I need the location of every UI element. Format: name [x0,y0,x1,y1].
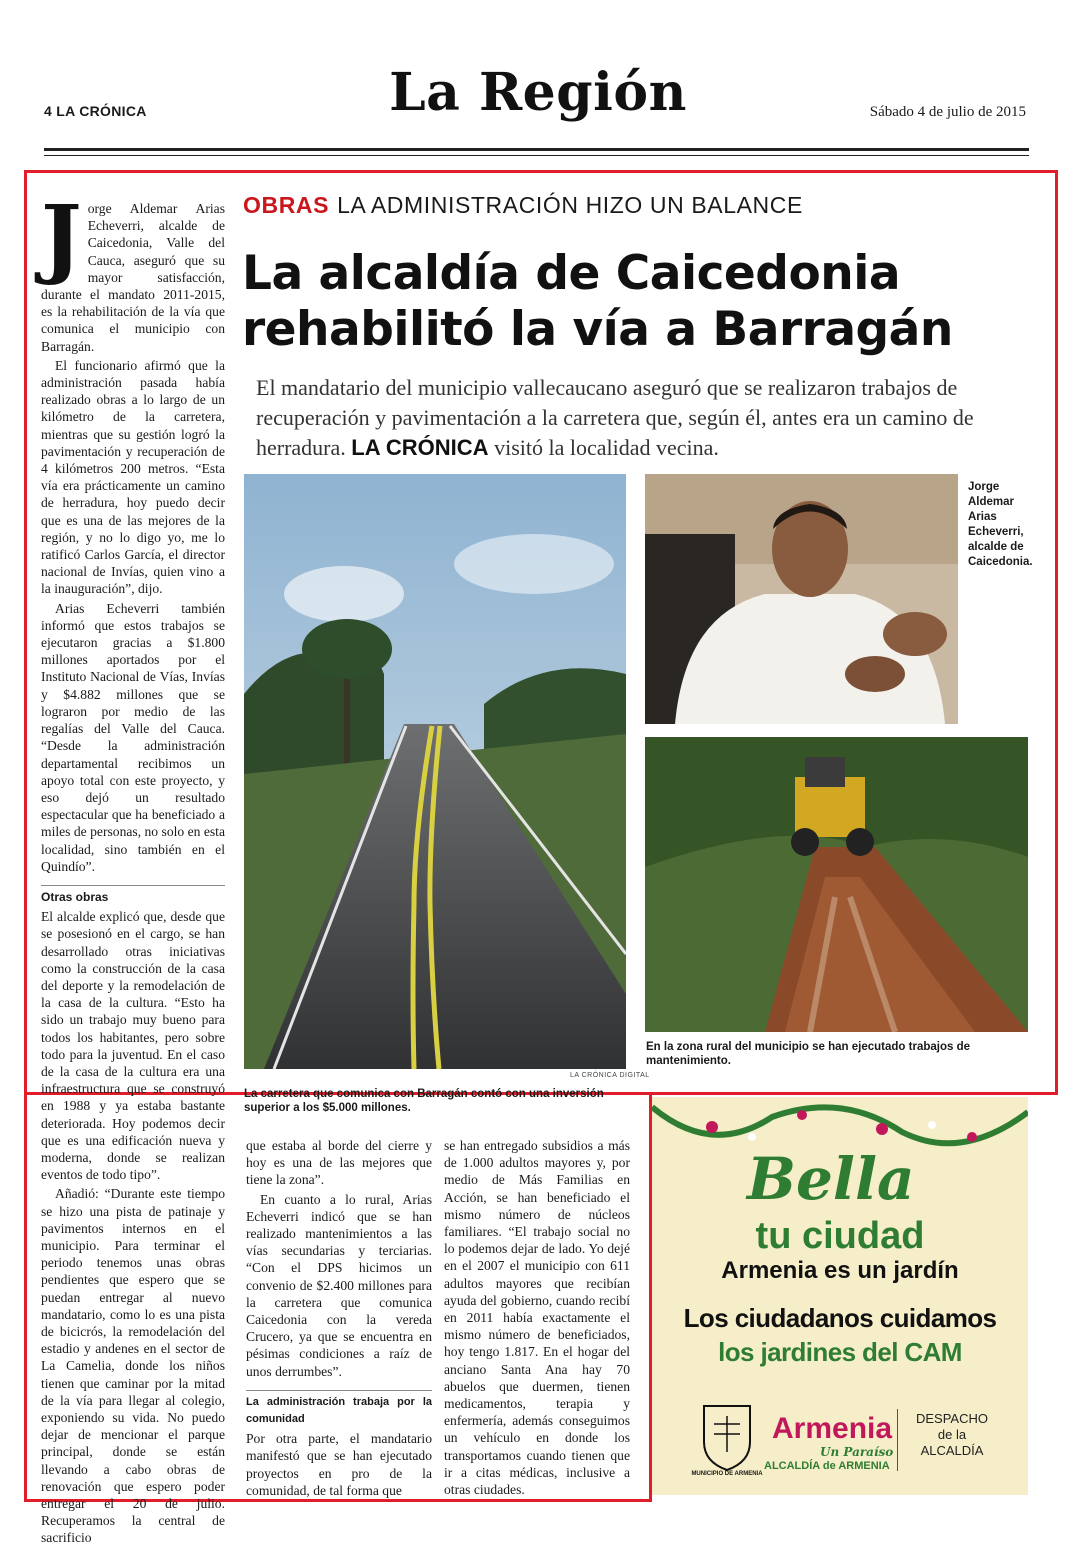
despacho-line-1: DESPACHO [916,1411,988,1426]
paragraph: Arias Echeverri también informó que estos trabajos se ejecutaron gracias a $1.800 millones aportados por el Instituto Nacional de Vías, Invías y $4.882 millones que se lograron por medio de las regalías del Valle del Cauca. “Desde la administración departamental recibimos un apoyo total con este proyecto, y eso dejó un resultado espectacular que ha beneficiado a miles de personas, no solo en esta localidad, sino también en el Quindío”. [41,600,225,874]
ad-script-bella: Bella [747,1145,915,1213]
deck: El mandatario del municipio vallecaucano aseguró que se realizaron trabajos de recuperación y pavimentación a la carretera que, según él, antes era un camino de herradura. LA CRÓNICA visitó la localidad vecina. [256,375,974,460]
ad-subtitle: Armenia es un jardín [721,1257,959,1284]
paragraph: Añadió: “Durante este tiempo se hizo una pista de patinaje y pavimentos internos en el municipio. Para terminar el periodo tenemos unas obras pendientes que espero que se puedan entregar al nuevo mandatario, como lo es una pista de bicicrós, la remodelación del estadio y andenes en el sector de La Camelia, donde los niños tienen que caminar por la mitad de la vía para llegar al colegio, exponiendo su vida. No puedo dejar de mencionar el parque principal, donde se están llevando a cabo obras de renovación que espero poder entregar el 20 de julio. Recuperamos la central de sacrificio [41,1186,225,1546]
seal-icon [696,1402,758,1474]
paragraph: En cuanto a lo rural, Arias Echeverri indicó que se han realizado mantenimientos a las vías secundarias y terciarias. “Con el DPS hicimos un convenio de $2.400 millones para la carretera que comunica Caicedonia con la vereda Crucero, ya que se encuentra en pésimas condiciones a raíz de unos derrumbes”. [246,1191,432,1379]
kicker-text: LA ADMINISTRACIÓN HIZO UN BALANCE [337,192,803,218]
drop-cap: J [41,187,82,288]
paragraph: Por otra parte, el mandatario manifestó que se han ejecutado proyectos en pro de la comunidad, de tal forma que [246,1431,432,1498]
ad-divider [897,1409,898,1471]
alcaldia-label: ALCALDÍA de ARMENIA [764,1460,890,1472]
headline-line-1: La alcaldía de Caicedonia [242,246,901,301]
kicker-tag: OBRAS [243,192,330,218]
advertisement[interactable] [652,1097,1028,1495]
section-title: La Región [389,62,687,123]
masthead-rule-top [44,148,1029,151]
page-number: 4 [44,103,53,119]
kicker [243,192,803,219]
paragraph: Jorge Aldemar Arias Echeverri, alcalde de Caicedonia, Valle del Cauca, aseguró que su mayor satisfacción, durante el mandato 2011-2015, es la rehabilitación de la vía que comunica el municipio con Barragán. [41,187,225,354]
rural-photo-caption: En la zona rural del municipio se han ejecutado trabajos de mantenimiento. [646,1041,970,1067]
subhead-otras-obras: Otras obras [41,885,225,906]
despacho-block [902,1411,1002,1459]
road-photo-caption: La carretera que comunica con Barragán contó con una inversión superior a los $5.000 millones. [244,1088,604,1114]
seal-text: MUNICIPIO DE ARMENIA [691,1471,763,1477]
ad-script-main: tu ciudad [755,1215,925,1257]
article-column-1 [41,187,225,1549]
deck-paper-name: LA CRÓNICA [351,435,489,460]
armenia-brand: Armenia [772,1412,893,1445]
municipal-seal [696,1402,758,1474]
despacho-line-2: de la [937,1427,967,1442]
photo-credit: LA CRÓNICA DIGITAL [570,1072,650,1079]
article-column-2 [246,1137,432,1501]
paper-name: LA CRÓNICA [56,103,147,119]
rural-road-photo [645,737,1028,1032]
mayor-photo [645,474,958,724]
article-column-3 [444,1137,630,1500]
paragraph: El alcalde explicó que, desde que se posesionó en el cargo, se han desarrollado otras iniciativas como la construcción de la casa del deporte y la remodelación de la casa de la cultura. “Esto ha sido un trabajo muy bueno para todos los habitantes, pero sobre todo para la juventud. En el caso de la casa de la cultura era una infraestructura que se construyó en 1988 y ya estaba bastante deteriorada. Hoy podemos decir que es una edificación nueva y moderna, donde se realizan eventos de todo tipo”. [41,909,225,1183]
issue-date: Sábado 4 de julio de 2015 [869,104,1026,120]
subhead-administracion: La administración trabaja por la comunidad [246,1390,432,1428]
paragraph: que estaba al borde del cierre y hoy es una de las mejores que tiene la zona”. [246,1138,432,1188]
armenia-brand-tagline: Un Paraíso [820,1445,894,1459]
road-photo [244,474,626,1069]
headline [242,246,1032,358]
headline-line-2: rehabilitó la vía a Barragán [242,302,953,357]
paragraph: El funcionario afirmó que la administración pasada había realizado obras a lo largo de un kilómetro de la carretera, mientras que su gestión logró la pavimentación y recuperación de 4 kilómetros 200 metros. “Esta vía era prácticamente un camino de herradura, hoy puedo decir que es una de las mejores de la región, y no lo digo yo, me lo ratificó Carlos García, el director nacional de Invías, quien vino a la inauguración”, dijo. [41,357,225,597]
ad-slogan-line-1: Los ciudadanos cuidamos [683,1303,997,1333]
mayor-photo-caption: Jorge Aldemar Arias Echeverri, alcalde de Caicedonia. [968,481,1033,568]
despacho-line-3: ALCALDÍA [920,1443,984,1458]
masthead-rule-bottom [44,155,1029,156]
paragraph: se han entregado subsidios a más de 1.000 adultos mayores y, por medio de Más Familias en Acción, se han beneficiado el mismo número de núcleos familiares. “El trabajo social no lo podemos dejar de lado. Yo dejé en el 2007 el municipio con 611 adultos mayores que recibían ayuda del gobierno, cuando recibí en 2011 había exactamente el mismo número de beneficiados, hoy tengo 1.817. En el hogar del anciano Santa Ana hay 70 abuelos que duermen, tienen medicamentos, terapia y enfermería, además conseguimos un vehículo en donde los transportamos cuando tienen que ir a citas médicas, inclusive a otras ciudades. [444,1138,630,1498]
ad-slogan-line-2: los jardines del CAM [718,1337,962,1367]
